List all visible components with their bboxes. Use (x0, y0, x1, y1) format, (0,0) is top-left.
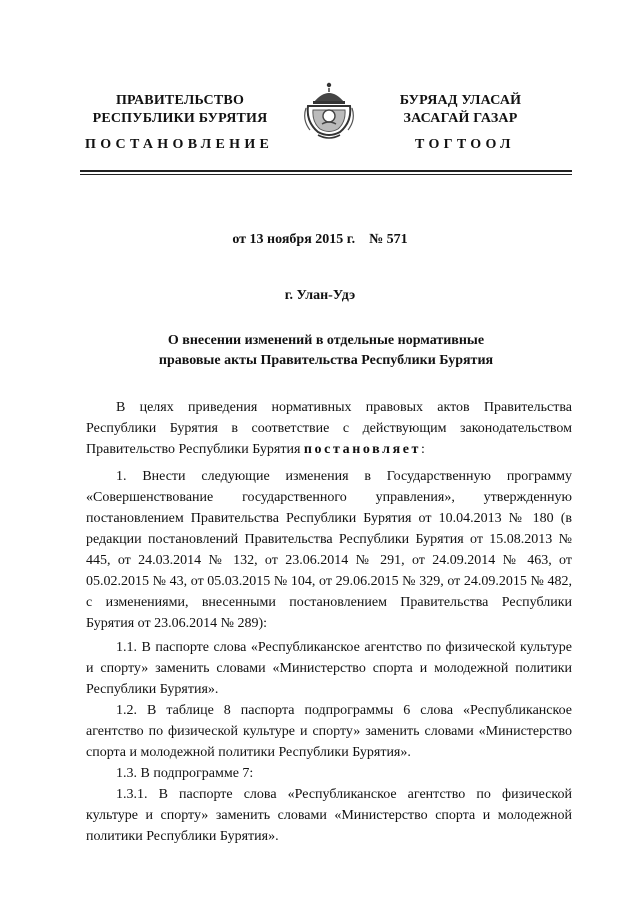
document-city: г. Улан-Удэ (284, 288, 356, 303)
document-title (100, 331, 552, 371)
title-line-1: О внесении изменений в отдельные нормативные (167, 333, 485, 348)
item-1-3-paragraph: 1.3. В подпрограмме 7: (116, 766, 254, 781)
item-1-1-paragraph: 1.1. В паспорте слова «Республиканское агентство по физической культуре и спорту» заменить словами «Министерство спорта и молодежной политики Республики Бурятия». (86, 640, 572, 697)
header-divider-thin (80, 174, 572, 175)
header-divider-thick (80, 170, 572, 172)
issuer-line-1: ПРАВИТЕЛЬСТВО (115, 93, 245, 108)
doc-type-russian: ПОСТАНОВЛЕНИЕ (85, 137, 274, 152)
coat-of-arms-icon (300, 80, 358, 142)
preamble-text: В целях приведения нормативных правовых актов Правительства Республики Бурятия в соответствие с действующим законодательством Правительство Республики Бурятия (86, 400, 572, 457)
doc-type-buryat: ТОГТООЛ (415, 137, 515, 152)
issuer-line-2-buryat: ЗАСАГАЙ ГАЗАР (403, 111, 518, 126)
document-date-number: от 13 ноября 2015 г. № 571 (232, 232, 408, 247)
preamble-end: : (421, 442, 425, 457)
issuer-line-1-buryat: БУРЯАД УЛАСАЙ (399, 93, 522, 108)
item-1-2-paragraph: 1.2. В таблице 8 паспорта подпрограммы 6 слова «Республиканское агентство по физической культуре и спорту» заменить словами «Министерство спорта и молодежной политики Республики Бурятия». (86, 703, 572, 760)
preamble-keyword: постановляет (303, 442, 422, 457)
title-line-2: правовые акты Правительства Республики Бурятия (158, 353, 494, 368)
issuer-name-russian (80, 92, 280, 128)
issuer-name-buryat (358, 92, 563, 128)
preamble-paragraph (86, 397, 572, 460)
issuer-line-2: РЕСПУБЛИКИ БУРЯТИЯ (92, 111, 268, 126)
item-1-3-1-paragraph: 1.3.1. В паспорте слова «Республиканское агентство по физической культуре и спорту» заменить словами «Министерство спорта и молодежной политики Республики Бурятия». (86, 787, 572, 844)
item-1-paragraph: 1. Внести следующие изменения в Государственную программу «Совершенствование государственного управления», утвержденную постановлением Правительства Республики Бурятия от 10.04.2013 № 180 (в редакции постановлений Правительства Республики Бурятия от 15.08.2013 № 445, от 24.03.2014 № 132, от 23.06.2014 № 291, от 24.09.2014 № 463, от 05.02.2015 № 43, от 05.03.2015 № 104, от 29.06.2015 № 329, от 24.09.2015 № 482, с изменениями, внесенными постановлением Правительства Республики Бурятия от 23.06.2014 № 289): (86, 469, 572, 631)
